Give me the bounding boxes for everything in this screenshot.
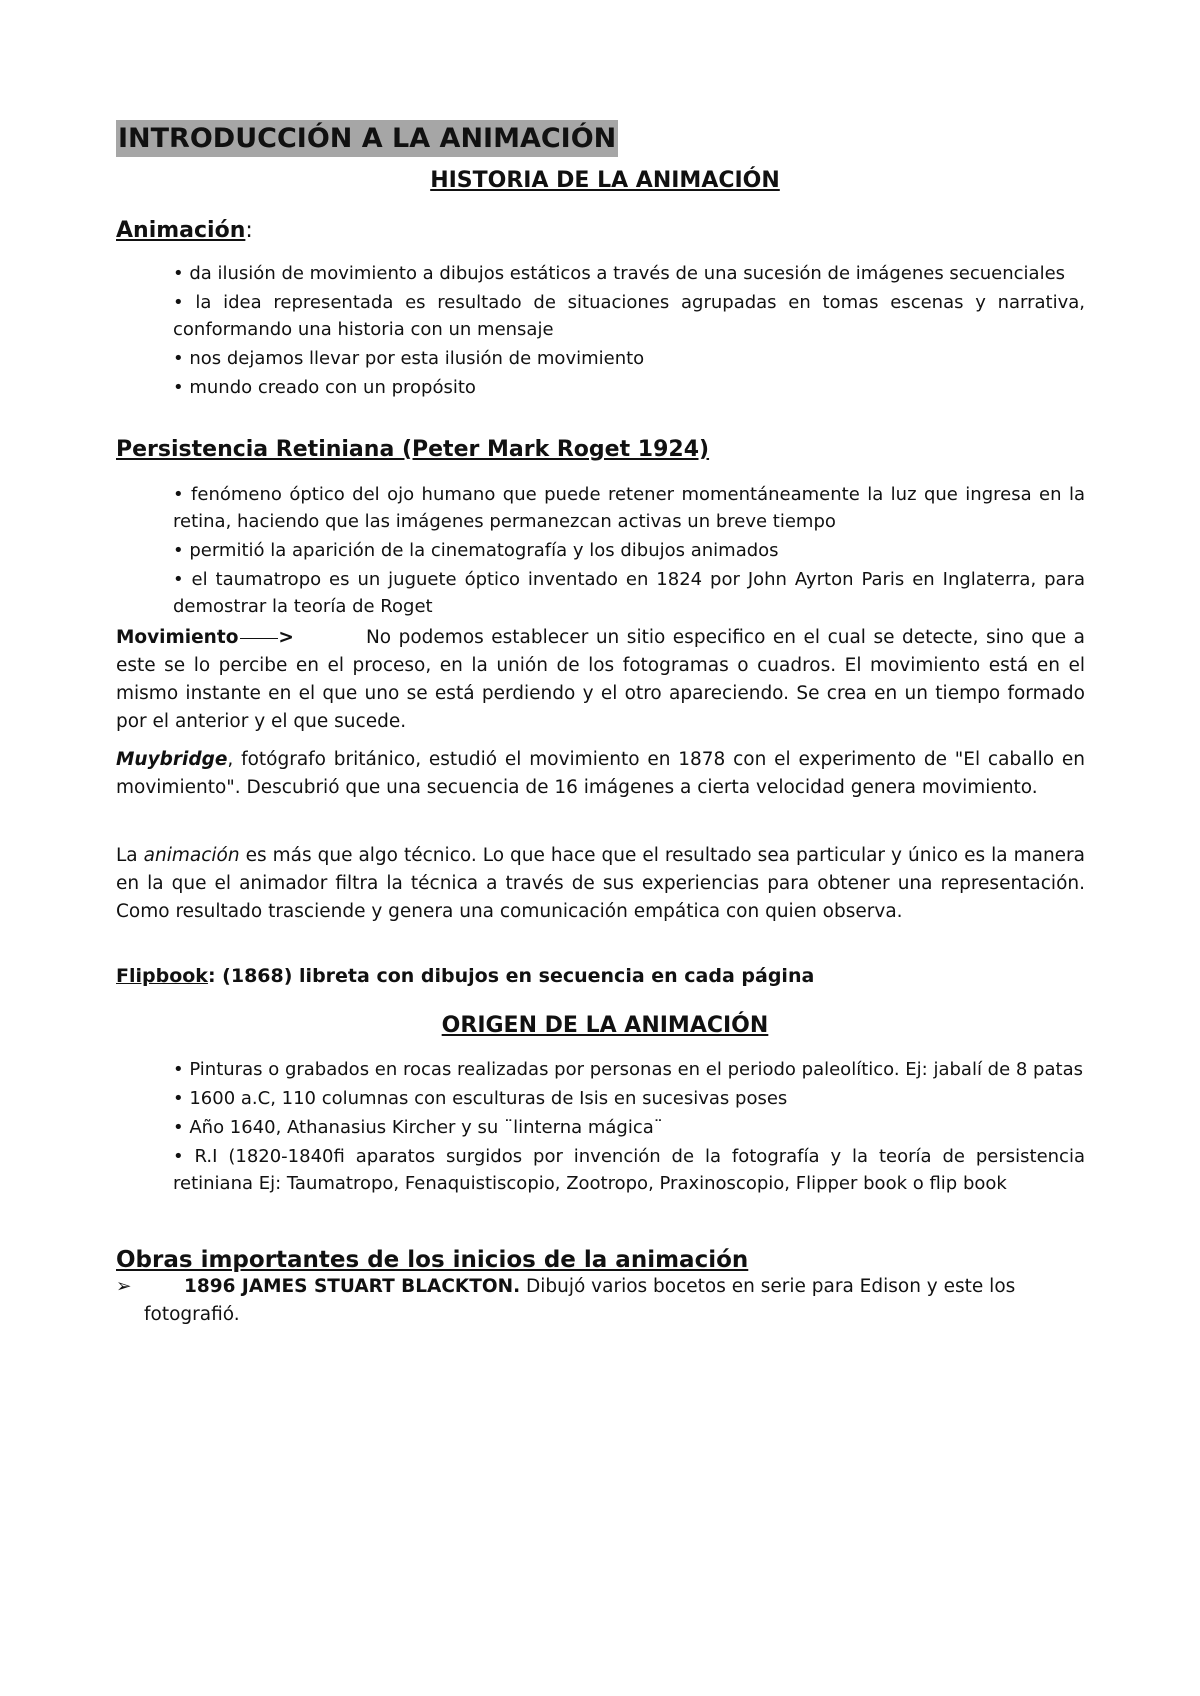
origin-bullets (173, 1056, 1085, 1199)
list-item: • permitió la aparición de la cinematografía y los dibujos animados (173, 537, 1085, 564)
document-title: INTRODUCCIÓN A LA ANIMACIÓN (116, 120, 618, 157)
work-title: 1896 JAMES STUART BLACKTON. (184, 1276, 521, 1297)
list-item: • da ilusión de movimiento a dibujos estáticos a través de una sucesión de imágenes secuenciales (173, 260, 1085, 287)
persistence-heading (116, 435, 709, 465)
history-heading: HISTORIA DE LA ANIMACIÓN (430, 168, 780, 193)
list-item: • Pinturas o grabados en rocas realizadas por personas en el periodo paleolítico. Ej: jabalí de 8 patas (173, 1056, 1085, 1083)
arrow-bullet-icon: ➢ (116, 1276, 132, 1297)
flipbook-colon: : (207, 965, 216, 987)
list-item: • R.I (1820-1840fi aparatos surgidos por invención de la fotografía y la teoría de persistencia retiniana Ej: Taumatropo, Fenaquistiscopio, Zootropo, Praxinoscopio, Flipper book o flip book (173, 1143, 1085, 1197)
works-heading: Obras importantes de los inicios de la animación (116, 1247, 749, 1273)
list-item: • el taumatropo es un juguete óptico inventado en 1824 por John Ayrton Paris en Inglaterra, para demostrar la teoría de Roget (173, 566, 1085, 620)
muybridge-paragraph (116, 746, 1085, 802)
movement-label: Movimiento (116, 627, 239, 648)
animation-heading (116, 216, 253, 246)
animation-paragraph (116, 842, 1085, 926)
movement-text: No podemos establecer un sitio especifico en el cual se detecte, sino que a este se lo percibe en el proceso, en la unión de los fotogramas o cuadros. El movimiento está en el mismo instante en el que uno se está perdiendo y el otro apareciendo. Se crea en un tiempo formado por el anterior y el que sucede. (116, 627, 1085, 732)
flipbook-line (116, 962, 814, 990)
flipbook-label: Flipbook (116, 965, 208, 987)
origin-heading: ORIGEN DE LA ANIMACIÓN (441, 1013, 769, 1038)
list-item: • la idea representada es resultado de situaciones agrupadas en tomas escenas y narrativa, conformando una historia con un mensaje (173, 289, 1085, 343)
animation-colon: : (245, 218, 253, 243)
animation-label: Animación (116, 218, 246, 243)
muybridge-text: , fotógrafo británico, estudió el movimiento en 1878 con el experimento de "El caballo en movimiento". Descubrió que una secuencia de 16 imágenes a cierta velocidad genera movimiento. (116, 749, 1085, 798)
animation-para-start: La (116, 845, 144, 866)
persistence-label: Persistencia Retiniana (Peter Mark Roget 1924) (116, 437, 710, 462)
work-text: Dibujó varios bocetos en serie para Edison y este los (520, 1276, 1016, 1297)
animation-bullets (173, 260, 1085, 403)
animation-para-text: es más que algo técnico. Lo que hace que el resultado sea particular y único es la manera en la que el animador filtra la técnica a través de sus experiencias para obtener una representación. Como resultado trasciende y genera una comunicación empática con quien observa. (116, 845, 1085, 922)
list-item: • Año 1640, Athanasius Kircher y su ¨linterna mágica¨ (173, 1114, 1085, 1141)
animation-italic: animación (143, 845, 240, 866)
movement-paragraph (116, 624, 1085, 736)
flipbook-text: (1868) libreta con dibujos en secuencia en cada página (215, 965, 815, 987)
list-item: • nos dejamos llevar por esta ilusión de movimiento (173, 345, 1085, 372)
work-text-cont: fotografió. (144, 1304, 240, 1325)
arrow-icon: > (278, 627, 294, 648)
muybridge-name: Muybridge (116, 749, 228, 770)
list-item: • mundo creado con un propósito (173, 374, 1085, 401)
arrow-line (240, 638, 278, 639)
list-item: • fenómeno óptico del ojo humano que puede retener momentáneamente la luz que ingresa en la retina, haciendo que las imágenes permanezcan activas un breve tiempo (173, 481, 1085, 535)
persistence-bullets (173, 481, 1085, 622)
work-item (116, 1273, 1085, 1329)
list-item: • 1600 a.C, 110 columnas con esculturas de Isis en sucesivas poses (173, 1085, 1085, 1112)
